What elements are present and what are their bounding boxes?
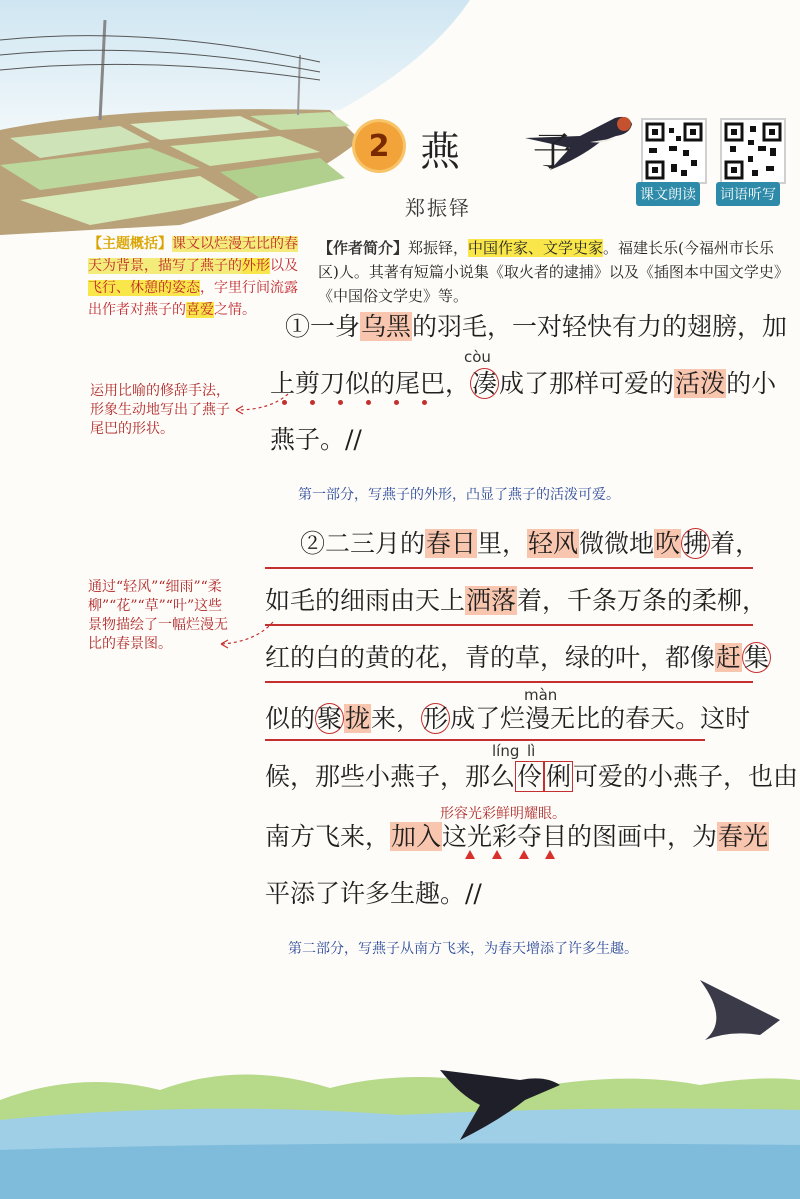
section-summary-2: 第二部分，写燕子从南方飞来，为春天增添了许多生趣。 — [288, 941, 638, 957]
highlight-word: 洒落 — [466, 586, 517, 615]
author-intro — [318, 236, 788, 308]
qr-label-dictation[interactable]: 词语听写 — [716, 182, 780, 206]
highlight-word: 拢 — [345, 704, 371, 733]
text-span: 这光彩夺目的图画中，为 — [442, 822, 718, 851]
intro-tag: 【作者简介】 — [318, 239, 409, 257]
highlight-word: 春日 — [426, 529, 477, 558]
underline — [265, 624, 753, 626]
pinyin-cou: còu — [464, 348, 491, 366]
circled-char: 拂 — [683, 529, 709, 558]
arrow-icon — [215, 620, 275, 650]
qr-code-icon — [643, 120, 705, 182]
pinyin-li: lì — [527, 742, 536, 760]
pinyin-ling: líng — [492, 742, 520, 760]
text-span: 红的白的黄的花，青的草，绿的叶，都像 — [265, 643, 716, 672]
text-span: 微微地 — [579, 529, 655, 558]
qr-code-icon-reading[interactable] — [641, 118, 707, 184]
arrow-icon — [230, 392, 290, 416]
summary-highlight: 喜爱 — [186, 302, 214, 318]
highlight-word: 乌黑 — [361, 312, 412, 341]
para2-line4 — [265, 704, 750, 734]
highlight-word: 活泼 — [675, 369, 726, 398]
circled-char: 凑 — [472, 369, 498, 398]
text-span: 来， — [371, 704, 422, 733]
underline — [265, 739, 705, 741]
text-span: 似的 — [265, 704, 316, 733]
para1-line3: 燕子。// — [270, 425, 362, 454]
highlight-word: 春光 — [718, 822, 769, 851]
para1-line2 — [270, 369, 776, 399]
text-span: 着， — [710, 529, 761, 558]
text-span: 候，那些小燕子，那么 — [265, 762, 516, 791]
lesson-title: 燕 子 — [420, 129, 603, 175]
summary-highlight: 飞行、休憩的姿态 — [88, 280, 200, 296]
summary-text: ，字里行间流露出作者对燕子的 — [88, 280, 298, 318]
text-span: ①一身 — [285, 312, 361, 341]
qr-code-icon — [722, 120, 784, 182]
summary-text: 课文以烂漫无比的春天为背景，描写了燕子的 — [88, 236, 298, 274]
para2-line6 — [265, 822, 769, 852]
circled-char: 集 — [744, 643, 770, 672]
para2-line1 — [300, 529, 760, 559]
para2-line2 — [265, 586, 767, 616]
summary-tag: 【主题概括】 — [88, 236, 172, 252]
text-span: 成了那样可爱的 — [499, 369, 675, 398]
highlight-word: 轻风 — [528, 529, 579, 558]
text-span: 可爱的小燕子，也由 — [573, 762, 799, 791]
text-span: 成了烂漫无比的春天。这时 — [450, 704, 751, 733]
para1-line1 — [285, 312, 787, 342]
highlight-word: 赶 — [716, 643, 742, 672]
highlight-word: 吹 — [655, 529, 681, 558]
summary-text: 之情。 — [214, 302, 256, 318]
emphasis-triangles — [465, 850, 565, 860]
qr-label-reading[interactable]: 课文朗读 — [636, 182, 700, 206]
annotation-spring-scene: 通过“轻风”“细雨”“柔柳”“花”“草”“叶”这些景物描绘了一幅烂漫无比的春景图。 — [88, 579, 228, 652]
section-summary-1: 第一部分，写燕子的外形，凸显了燕子的活泼可爱。 — [298, 487, 620, 503]
annotation-metaphor: 运用比喻的修辞手法，形象生动地写出了燕子尾巴的形状。 — [90, 383, 230, 437]
underline — [265, 567, 753, 569]
pinyin-man: màn — [524, 686, 558, 704]
text-span: 着，千条万条的柔柳， — [517, 586, 768, 615]
text-span: 上剪刀似的尾巴， — [270, 369, 471, 398]
theme-summary — [88, 233, 310, 321]
circled-char: 聚 — [317, 704, 343, 733]
boxed-char: 伶 — [517, 762, 543, 791]
text-span: 里， — [477, 529, 528, 558]
para2-line3 — [265, 643, 771, 673]
text-span: 的羽毛，一对轻快有力的翅膀，加 — [412, 312, 788, 341]
river-illustration — [0, 980, 800, 1199]
text-span: ②二三月的 — [300, 529, 426, 558]
gloss-guangcaiduomu: 形容光彩鲜明耀眼。 — [440, 806, 566, 822]
emphasis-dots — [282, 400, 462, 406]
qr-code-icon-dictation[interactable] — [720, 118, 786, 184]
lesson-number: 2 — [355, 122, 403, 170]
underline — [265, 681, 753, 683]
text-span: 如毛的细雨由天上 — [265, 586, 466, 615]
boxed-char: 俐 — [546, 762, 572, 791]
summary-text: 以及 — [270, 258, 298, 274]
para2-line7: 平添了许多生趣。// — [265, 879, 482, 908]
intro-text: 郑振铎， — [408, 239, 469, 257]
highlight-word: 加入 — [391, 822, 442, 851]
intro-highlight: 中国作家、文学史家 — [468, 239, 604, 257]
summary-highlight: 外形 — [242, 258, 270, 274]
circled-char: 形 — [423, 704, 449, 733]
author-name: 郑振铎 — [405, 196, 471, 220]
intro-text: 。福建长乐(今福州市长乐区)人。其著有短篇小说集《取火者的逮捕》以及《插图本中国文学史》《中国俗文学史》等。 — [318, 239, 782, 305]
text-span: 的小 — [726, 369, 777, 398]
text-span: 南方飞来， — [265, 822, 391, 851]
para2-line5 — [265, 762, 798, 792]
